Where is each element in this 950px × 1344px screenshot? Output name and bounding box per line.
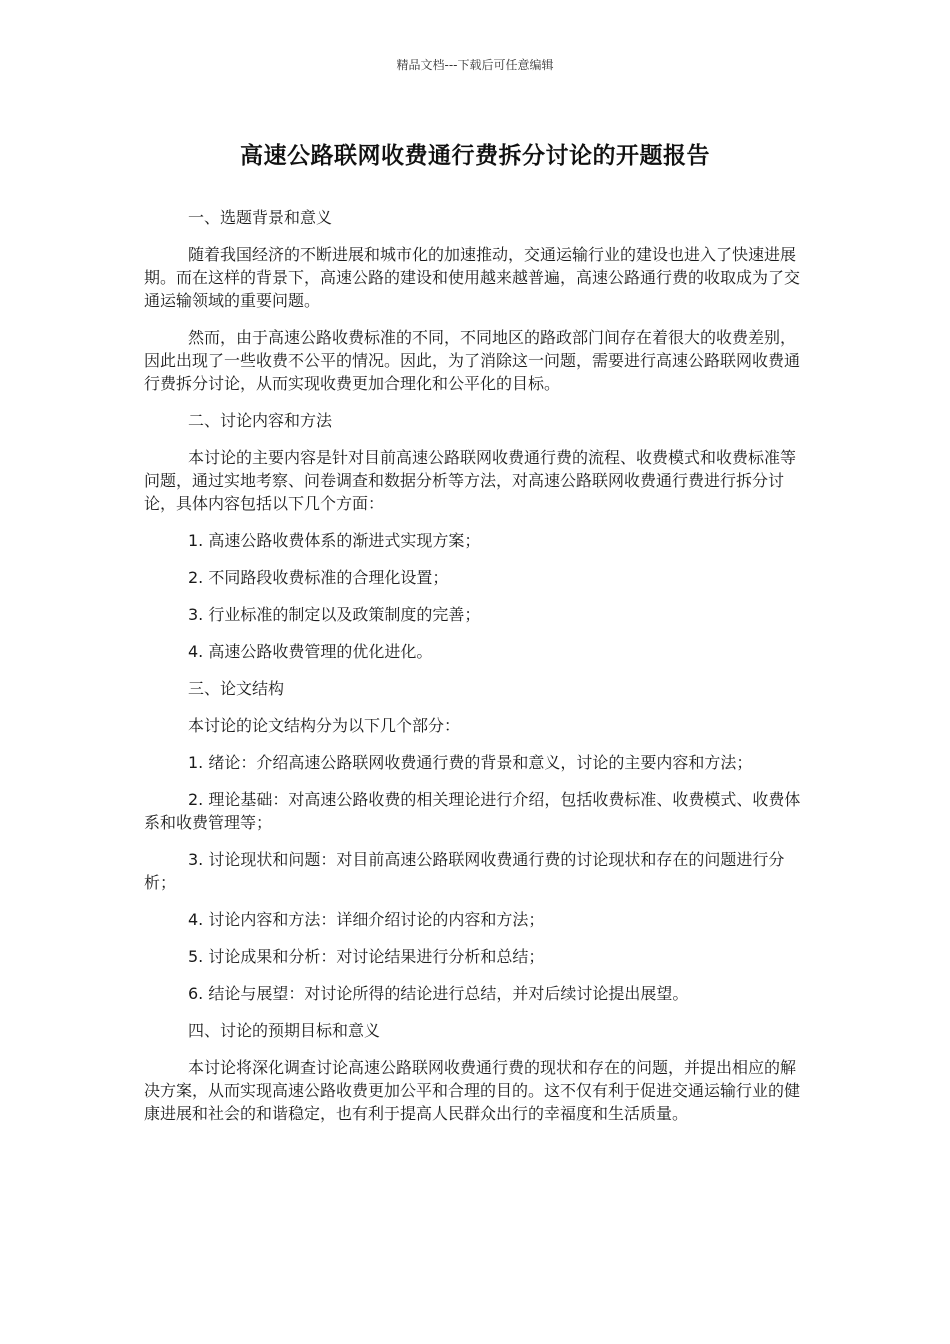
- paragraph-structure-intro: 本讨论的论文结构分为以下几个部分：: [188, 716, 461, 735]
- page-header: 精品文档---下载后可任意编辑: [396, 58, 554, 72]
- list-item: 2. 理论基础：对高速公路收费的相关理论进行介绍，包括收费标准、收费模式、收费体系和收费管理等；: [144, 790, 801, 832]
- list-item: 1. 高速公路收费体系的渐进式实现方案；: [188, 531, 481, 550]
- list-item: 6. 结论与展望：对讨论所得的结论进行总结，并对后续讨论提出展望。: [188, 984, 689, 1003]
- paragraph-background-1: 随着我国经济的不断进展和城市化的加速推动，交通运输行业的建设也进入了快速进展期。而在这样的背景下，高速公路的建设和使用越来越普遍，高速公路通行费的收取成为了交通运输领域的重要问题。: [144, 245, 801, 310]
- list-item: 4. 讨论内容和方法：详细介绍讨论的内容和方法；: [188, 910, 545, 929]
- list-item: 2. 不同路段收费标准的合理化设置；: [188, 568, 449, 587]
- document-title: 高速公路联网收费通行费拆分讨论的开题报告: [240, 143, 710, 169]
- paragraph-background-2: 然而，由于高速公路收费标准的不同，不同地区的路政部门间存在着很大的收费差别，因此出现了一些收费不公平的情况。因此，为了消除这一问题，需要进行高速公路联网收费通行费拆分讨论，从而实现收费更加合理化和公平化的目标。: [144, 328, 801, 393]
- paragraph-goals: 本讨论将深化调查讨论高速公路联网收费通行费的现状和存在的问题，并提出相应的解决方案，从而实现高速公路收费更加公平和合理的目的。这不仅有利于促进交通运输行业的健康进展和社会的和谐稳定，也有利于提高人民群众出行的幸福度和生活质量。: [144, 1058, 801, 1123]
- list-item: 3. 行业标准的制定以及政策制度的完善；: [188, 605, 481, 624]
- section-heading-structure: 三、论文结构: [188, 679, 285, 698]
- list-item: 5. 讨论成果和分析：对讨论结果进行分析和总结；: [188, 947, 545, 966]
- section-heading-goals: 四、讨论的预期目标和意义: [188, 1021, 381, 1040]
- section-heading-background: 一、选题背景和意义: [188, 208, 333, 227]
- list-item: 4. 高速公路收费管理的优化进化。: [188, 642, 433, 661]
- paragraph-content-method: 本讨论的主要内容是针对目前高速公路联网收费通行费的流程、收费模式和收费标准等问题，通过实地考察、问卷调查和数据分析等方法，对高速公路联网收费通行费进行拆分讨论，具体内容包括以下几个方面：: [144, 448, 797, 513]
- list-item: 3. 讨论现状和问题：对目前高速公路联网收费通行费的讨论现状和存在的问题进行分析；: [144, 850, 785, 892]
- list-item: 1. 绪论：介绍高速公路联网收费通行费的背景和意义，讨论的主要内容和方法；: [188, 753, 753, 772]
- section-heading-content-method: 二、讨论内容和方法: [188, 411, 333, 430]
- document-body: [144, 206, 804, 1139]
